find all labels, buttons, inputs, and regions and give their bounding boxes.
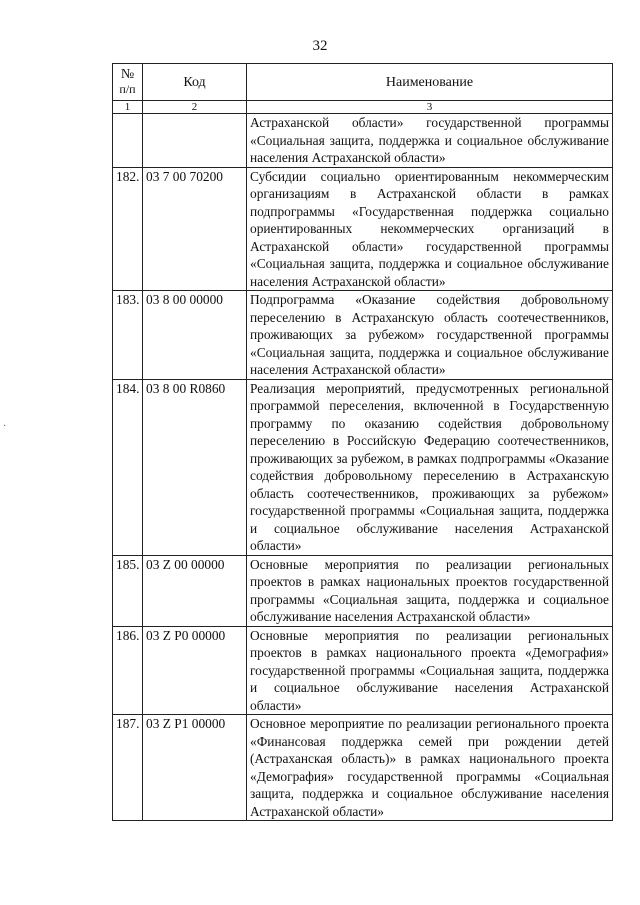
column-numbers-row xyxy=(113,101,613,114)
header-num-abbrev: п/п xyxy=(119,82,136,96)
row-code xyxy=(143,114,247,168)
row-code: 03 Z P0 00000 xyxy=(143,626,247,715)
header-num-symbol: № xyxy=(120,67,135,82)
row-number: 187. xyxy=(113,715,143,821)
table-row xyxy=(113,715,613,821)
row-code: 03 7 00 70200 xyxy=(143,167,247,291)
row-name: Астраханской области» государственной программы «Социальная защита, поддержка и социальное обслуживание населения Астраханской области» xyxy=(247,114,613,168)
margin-mark: · xyxy=(3,421,7,432)
row-code: 03 Z 00 00000 xyxy=(143,555,247,626)
column-number: 3 xyxy=(247,101,613,114)
header-name: Наименование xyxy=(247,64,613,101)
row-number: 185. xyxy=(113,555,143,626)
row-code: 03 8 00 R0860 xyxy=(143,379,247,555)
header-num xyxy=(113,64,143,101)
row-name: Основное мероприятие по реализации регионального проекта «Финансовая поддержка семей при рождении детей (Астраханская область)» в рамках национального проекта «Демография» государственной программы «Социальная защита, поддержка и социальное обслуживание населения Астраханской области» xyxy=(247,715,613,821)
row-name: Реализация мероприятий, предусмотренных региональной программой переселения, включенной в Государственную программу по оказанию содействия добровольному переселению в Российскую Федерацию соотечественников, проживающих за рубежом, в рамках подпрограммы «Оказание содействия добровольному переселению в Астраханскую область соотечественников, проживающих за рубежом» государственной программы «Социальная защита, поддержка и социальное обслуживание населения Астраханской области» xyxy=(247,379,613,555)
column-number: 2 xyxy=(143,101,247,114)
row-code: 03 Z P1 00000 xyxy=(143,715,247,821)
row-name: Основные мероприятия по реализации региональных проектов в рамках национальных проектов государственной программы «Социальная защита, поддержка и социальное обслуживание населения Астраханской области» xyxy=(247,555,613,626)
row-number xyxy=(113,114,143,168)
table-row xyxy=(113,167,613,291)
header-code: Код xyxy=(143,64,247,101)
table-row xyxy=(113,379,613,555)
row-name: Основные мероприятия по реализации региональных проектов в рамках национального проекта «Демография» государственной программы «Социальная защита, поддержка и социальное обслуживание населения Астраханской области» xyxy=(247,626,613,715)
table-header-row xyxy=(113,64,613,101)
table-row xyxy=(113,114,613,168)
budget-code-table xyxy=(112,63,613,821)
row-number: 186. xyxy=(113,626,143,715)
row-name: Подпрограмма «Оказание содействия добровольному переселению в Астраханскую область соотечественников, проживающих за рубежом» государственной программы «Социальная защита, поддержка и социальное обслуживание населения Астраханской области» xyxy=(247,291,613,380)
page-number: 32 xyxy=(312,38,328,54)
column-number: 1 xyxy=(113,101,143,114)
row-number: 182. xyxy=(113,167,143,291)
table-row xyxy=(113,555,613,626)
row-name: Субсидии социально ориентированным некоммерческим организациям в Астраханской области в рамках подпрограммы «Государственная поддержка социально ориентированных некоммерческих организаций в Астраханской области» государственной программы «Социальная защита, поддержка и социальное обслуживание населения Астраханской области» xyxy=(247,167,613,291)
row-number: 184. xyxy=(113,379,143,555)
table-row xyxy=(113,291,613,380)
row-number: 183. xyxy=(113,291,143,380)
row-code: 03 8 00 00000 xyxy=(143,291,247,380)
table-row xyxy=(113,626,613,715)
